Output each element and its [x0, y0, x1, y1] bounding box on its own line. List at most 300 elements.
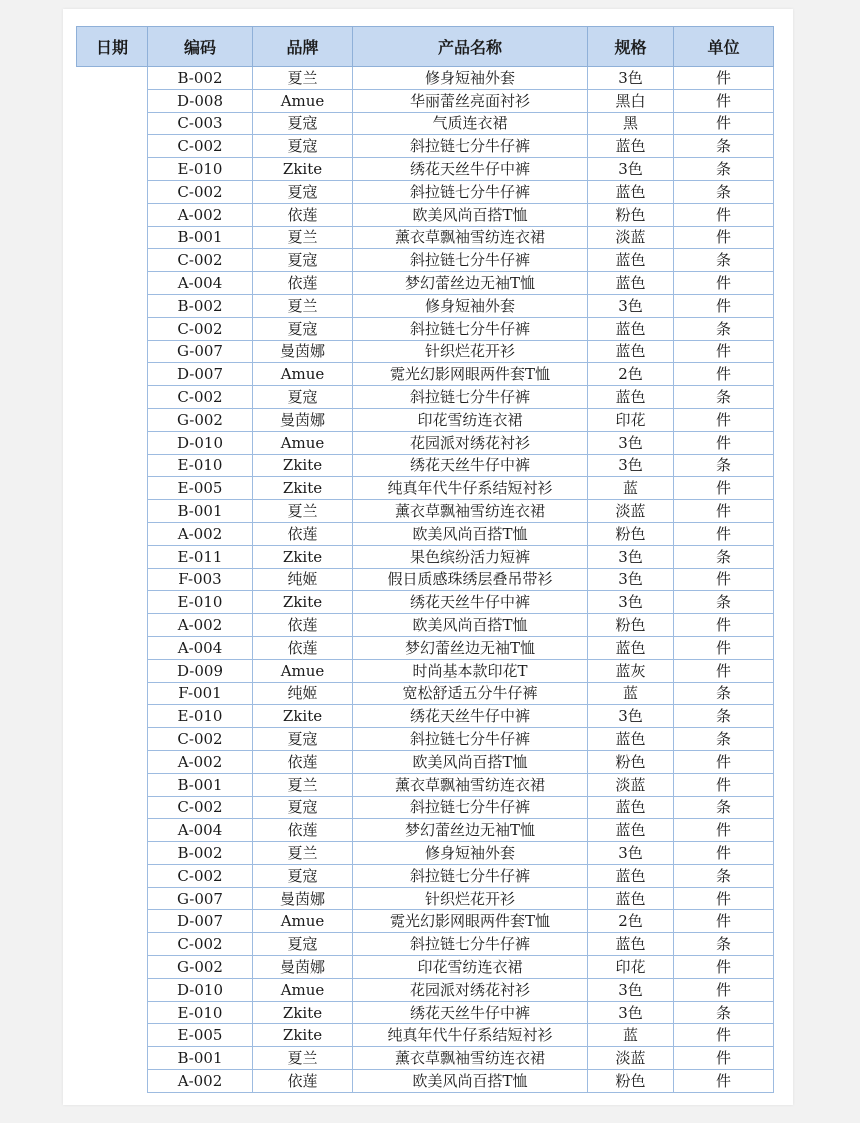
table-row	[77, 568, 774, 591]
cell-brand: Zkite	[253, 705, 353, 728]
table-row	[77, 1001, 774, 1024]
cell-product-name: 斜拉链七分牛仔裤	[353, 135, 588, 158]
cell-spec: 蓝色	[588, 249, 674, 272]
cell-brand: Amue	[253, 910, 353, 933]
cell-brand: 纯姬	[253, 568, 353, 591]
cell-spec: 印花	[588, 408, 674, 431]
cell-brand: 夏寇	[253, 933, 353, 956]
cell-brand: 夏兰	[253, 842, 353, 865]
table-row	[77, 500, 774, 523]
cell-spec: 蓝色	[588, 386, 674, 409]
cell-code: E-005	[148, 1024, 253, 1047]
cell-code: A-002	[148, 1070, 253, 1093]
cell-date	[77, 386, 148, 409]
cell-product-name: 印花雪纺连衣裙	[353, 408, 588, 431]
cell-spec: 蓝	[588, 682, 674, 705]
cell-product-name: 针织烂花开衫	[353, 340, 588, 363]
cell-code: B-001	[148, 1047, 253, 1070]
cell-unit: 条	[674, 135, 774, 158]
cell-unit: 件	[674, 819, 774, 842]
table-row	[77, 522, 774, 545]
cell-brand: Zkite	[253, 1024, 353, 1047]
cell-product-name: 斜拉链七分牛仔裤	[353, 317, 588, 340]
cell-spec: 3色	[588, 67, 674, 90]
cell-date	[77, 773, 148, 796]
table-row	[77, 705, 774, 728]
cell-date	[77, 682, 148, 705]
table-row	[77, 180, 774, 203]
cell-spec: 淡蓝	[588, 500, 674, 523]
cell-code: C-002	[148, 249, 253, 272]
cell-unit: 件	[674, 750, 774, 773]
cell-unit: 件	[674, 89, 774, 112]
cell-date	[77, 522, 148, 545]
cell-product-name: 斜拉链七分牛仔裤	[353, 796, 588, 819]
cell-date	[77, 1024, 148, 1047]
table-row	[77, 340, 774, 363]
table-row	[77, 386, 774, 409]
cell-unit: 件	[674, 773, 774, 796]
cell-brand: 夏寇	[253, 796, 353, 819]
cell-brand: Amue	[253, 978, 353, 1001]
cell-unit: 件	[674, 568, 774, 591]
cell-brand: Zkite	[253, 1001, 353, 1024]
cell-date	[77, 272, 148, 295]
cell-unit: 件	[674, 67, 774, 90]
table-row	[77, 67, 774, 90]
cell-brand: Zkite	[253, 454, 353, 477]
cell-code: E-010	[148, 1001, 253, 1024]
cell-code: B-001	[148, 773, 253, 796]
cell-unit: 条	[674, 386, 774, 409]
cell-unit: 条	[674, 158, 774, 181]
cell-spec: 淡蓝	[588, 226, 674, 249]
cell-product-name: 假日质感珠绣层叠吊带衫	[353, 568, 588, 591]
cell-product-name: 修身短袖外套	[353, 67, 588, 90]
cell-brand: Amue	[253, 363, 353, 386]
cell-date	[77, 431, 148, 454]
cell-spec: 淡蓝	[588, 773, 674, 796]
cell-product-name: 绣花天丝牛仔中裤	[353, 158, 588, 181]
table-row	[77, 158, 774, 181]
cell-code: C-002	[148, 933, 253, 956]
cell-code: C-002	[148, 864, 253, 887]
cell-unit: 条	[674, 1001, 774, 1024]
cell-brand: 夏兰	[253, 294, 353, 317]
table-row	[77, 135, 774, 158]
cell-product-name: 欧美风尚百搭T恤	[353, 1070, 588, 1093]
cell-code: B-002	[148, 67, 253, 90]
cell-date	[77, 340, 148, 363]
cell-code: C-002	[148, 386, 253, 409]
cell-spec: 黑	[588, 112, 674, 135]
cell-product-name: 修身短袖外套	[353, 842, 588, 865]
cell-date	[77, 1070, 148, 1093]
cell-unit: 条	[674, 249, 774, 272]
cell-date	[77, 933, 148, 956]
table-row	[77, 819, 774, 842]
cell-code: C-002	[148, 180, 253, 203]
cell-brand: 曼茵娜	[253, 340, 353, 363]
cell-date	[77, 454, 148, 477]
cell-unit: 件	[674, 203, 774, 226]
cell-brand: Zkite	[253, 477, 353, 500]
cell-spec: 3色	[588, 454, 674, 477]
cell-brand: Amue	[253, 431, 353, 454]
table-row	[77, 272, 774, 295]
cell-spec: 蓝色	[588, 636, 674, 659]
cell-spec: 蓝色	[588, 340, 674, 363]
cell-date	[77, 636, 148, 659]
cell-code: C-002	[148, 796, 253, 819]
cell-product-name: 气质连衣裙	[353, 112, 588, 135]
cell-brand: 曼茵娜	[253, 408, 353, 431]
cell-unit: 件	[674, 522, 774, 545]
cell-date	[77, 545, 148, 568]
cell-unit: 件	[674, 1047, 774, 1070]
cell-unit: 件	[674, 887, 774, 910]
cell-spec: 蓝色	[588, 796, 674, 819]
cell-code: D-009	[148, 659, 253, 682]
cell-code: A-002	[148, 614, 253, 637]
cell-unit: 条	[674, 728, 774, 751]
table-row	[77, 1070, 774, 1093]
cell-unit: 条	[674, 591, 774, 614]
cell-code: B-002	[148, 294, 253, 317]
cell-code: F-001	[148, 682, 253, 705]
table-body	[77, 67, 774, 1093]
cell-code: A-004	[148, 636, 253, 659]
cell-brand: 夏兰	[253, 1047, 353, 1070]
table-row	[77, 112, 774, 135]
cell-unit: 件	[674, 978, 774, 1001]
cell-unit: 件	[674, 1024, 774, 1047]
table-row	[77, 636, 774, 659]
cell-code: E-010	[148, 158, 253, 181]
cell-code: A-002	[148, 750, 253, 773]
cell-brand: 依莲	[253, 614, 353, 637]
cell-product-name: 斜拉链七分牛仔裤	[353, 249, 588, 272]
cell-product-name: 梦幻蕾丝边无袖T恤	[353, 272, 588, 295]
cell-spec: 3色	[588, 978, 674, 1001]
table-row	[77, 864, 774, 887]
cell-product-name: 绣花天丝牛仔中裤	[353, 591, 588, 614]
cell-brand: 夏寇	[253, 112, 353, 135]
cell-product-name: 斜拉链七分牛仔裤	[353, 728, 588, 751]
cell-date	[77, 180, 148, 203]
cell-brand: 夏兰	[253, 773, 353, 796]
cell-date	[77, 294, 148, 317]
cell-date	[77, 158, 148, 181]
cell-code: E-010	[148, 454, 253, 477]
cell-brand: Zkite	[253, 545, 353, 568]
cell-brand: 夏兰	[253, 500, 353, 523]
table-row	[77, 226, 774, 249]
header-date: 日期	[77, 27, 148, 67]
cell-brand: 依莲	[253, 203, 353, 226]
cell-date	[77, 112, 148, 135]
cell-code: F-003	[148, 568, 253, 591]
cell-code: E-010	[148, 705, 253, 728]
table-row	[77, 614, 774, 637]
document-page	[63, 9, 793, 1105]
cell-code: A-004	[148, 819, 253, 842]
cell-product-name: 绣花天丝牛仔中裤	[353, 1001, 588, 1024]
cell-spec: 粉色	[588, 1070, 674, 1093]
cell-spec: 3色	[588, 1001, 674, 1024]
cell-date	[77, 659, 148, 682]
cell-brand: 曼茵娜	[253, 956, 353, 979]
cell-spec: 蓝色	[588, 864, 674, 887]
header-unit: 单位	[674, 27, 774, 67]
cell-product-name: 欧美风尚百搭T恤	[353, 522, 588, 545]
cell-product-name: 纯真年代牛仔系结短衬衫	[353, 477, 588, 500]
cell-spec: 蓝色	[588, 272, 674, 295]
table-header-row	[77, 27, 774, 67]
cell-date	[77, 363, 148, 386]
cell-date	[77, 500, 148, 523]
cell-date	[77, 1001, 148, 1024]
cell-spec: 粉色	[588, 522, 674, 545]
cell-date	[77, 477, 148, 500]
cell-code: A-002	[148, 203, 253, 226]
cell-date	[77, 842, 148, 865]
cell-product-name: 修身短袖外套	[353, 294, 588, 317]
cell-unit: 件	[674, 294, 774, 317]
cell-product-name: 绣花天丝牛仔中裤	[353, 705, 588, 728]
cell-code: G-002	[148, 956, 253, 979]
cell-unit: 件	[674, 272, 774, 295]
cell-spec: 蓝色	[588, 135, 674, 158]
cell-spec: 黑白	[588, 89, 674, 112]
cell-spec: 3色	[588, 294, 674, 317]
cell-unit: 件	[674, 431, 774, 454]
cell-product-name: 薰衣草飘袖雪纺连衣裙	[353, 773, 588, 796]
table-row	[77, 773, 774, 796]
cell-date	[77, 1047, 148, 1070]
table-row	[77, 956, 774, 979]
cell-code: G-002	[148, 408, 253, 431]
cell-unit: 条	[674, 933, 774, 956]
cell-spec: 印花	[588, 956, 674, 979]
cell-brand: 夏寇	[253, 864, 353, 887]
cell-brand: 夏兰	[253, 226, 353, 249]
cell-brand: 曼茵娜	[253, 887, 353, 910]
cell-date	[77, 67, 148, 90]
cell-brand: Amue	[253, 89, 353, 112]
cell-unit: 件	[674, 477, 774, 500]
cell-date	[77, 226, 148, 249]
cell-brand: 夏寇	[253, 135, 353, 158]
cell-brand: 夏寇	[253, 728, 353, 751]
cell-brand: Zkite	[253, 158, 353, 181]
table-row	[77, 750, 774, 773]
cell-unit: 件	[674, 1070, 774, 1093]
table-row	[77, 294, 774, 317]
table-row	[77, 1024, 774, 1047]
cell-spec: 蓝	[588, 477, 674, 500]
cell-brand: Amue	[253, 659, 353, 682]
cell-unit: 件	[674, 500, 774, 523]
cell-date	[77, 750, 148, 773]
cell-date	[77, 317, 148, 340]
header-product-name: 产品名称	[353, 27, 588, 67]
cell-code: B-001	[148, 226, 253, 249]
cell-code: A-004	[148, 272, 253, 295]
cell-code: E-011	[148, 545, 253, 568]
cell-code: C-002	[148, 135, 253, 158]
table-row	[77, 431, 774, 454]
table-row	[77, 317, 774, 340]
cell-date	[77, 203, 148, 226]
table-row	[77, 477, 774, 500]
cell-unit: 件	[674, 112, 774, 135]
cell-unit: 件	[674, 340, 774, 363]
cell-product-name: 斜拉链七分牛仔裤	[353, 180, 588, 203]
cell-product-name: 时尚基本款印花T	[353, 659, 588, 682]
cell-date	[77, 728, 148, 751]
cell-unit: 件	[674, 910, 774, 933]
cell-product-name: 薰衣草飘袖雪纺连衣裙	[353, 1047, 588, 1070]
cell-date	[77, 408, 148, 431]
table-row	[77, 454, 774, 477]
cell-code: D-007	[148, 910, 253, 933]
cell-product-name: 绣花天丝牛仔中裤	[353, 454, 588, 477]
cell-date	[77, 796, 148, 819]
table-row	[77, 933, 774, 956]
table-row	[77, 978, 774, 1001]
cell-brand: 依莲	[253, 522, 353, 545]
cell-unit: 条	[674, 454, 774, 477]
cell-code: D-010	[148, 431, 253, 454]
cell-spec: 蓝色	[588, 819, 674, 842]
cell-unit: 件	[674, 636, 774, 659]
cell-spec: 2色	[588, 910, 674, 933]
cell-spec: 3色	[588, 431, 674, 454]
cell-code: E-005	[148, 477, 253, 500]
cell-spec: 3色	[588, 591, 674, 614]
cell-brand: 依莲	[253, 819, 353, 842]
cell-product-name: 霓光幻影网眼两件套T恤	[353, 363, 588, 386]
cell-unit: 件	[674, 956, 774, 979]
table-row	[77, 659, 774, 682]
cell-spec: 粉色	[588, 203, 674, 226]
cell-spec: 3色	[588, 545, 674, 568]
cell-unit: 件	[674, 614, 774, 637]
cell-spec: 蓝色	[588, 180, 674, 203]
cell-date	[77, 591, 148, 614]
cell-unit: 件	[674, 408, 774, 431]
cell-product-name: 欧美风尚百搭T恤	[353, 750, 588, 773]
cell-spec: 蓝色	[588, 728, 674, 751]
cell-code: D-010	[148, 978, 253, 1001]
cell-spec: 蓝	[588, 1024, 674, 1047]
cell-date	[77, 614, 148, 637]
cell-product-name: 花园派对绣花衬衫	[353, 978, 588, 1001]
header-code: 编码	[148, 27, 253, 67]
cell-spec: 2色	[588, 363, 674, 386]
cell-code: D-008	[148, 89, 253, 112]
table-row	[77, 1047, 774, 1070]
cell-unit: 条	[674, 705, 774, 728]
cell-unit: 件	[674, 363, 774, 386]
cell-unit: 条	[674, 317, 774, 340]
cell-unit: 条	[674, 682, 774, 705]
cell-date	[77, 978, 148, 1001]
cell-spec: 粉色	[588, 750, 674, 773]
cell-brand: 依莲	[253, 1070, 353, 1093]
cell-brand: Zkite	[253, 591, 353, 614]
cell-date	[77, 910, 148, 933]
cell-product-name: 宽松舒适五分牛仔裤	[353, 682, 588, 705]
cell-unit: 条	[674, 796, 774, 819]
cell-date	[77, 864, 148, 887]
cell-spec: 3色	[588, 158, 674, 181]
cell-date	[77, 89, 148, 112]
cell-spec: 3色	[588, 568, 674, 591]
table-row	[77, 910, 774, 933]
cell-product-name: 华丽蕾丝亮面衬衫	[353, 89, 588, 112]
cell-date	[77, 887, 148, 910]
cell-spec: 蓝色	[588, 887, 674, 910]
cell-spec: 蓝灰	[588, 659, 674, 682]
cell-brand: 夏寇	[253, 249, 353, 272]
cell-product-name: 斜拉链七分牛仔裤	[353, 933, 588, 956]
cell-spec: 蓝色	[588, 933, 674, 956]
cell-code: D-007	[148, 363, 253, 386]
table-row	[77, 89, 774, 112]
table-row	[77, 545, 774, 568]
cell-product-name: 霓光幻影网眼两件套T恤	[353, 910, 588, 933]
cell-date	[77, 568, 148, 591]
cell-code: C-002	[148, 728, 253, 751]
cell-product-name: 纯真年代牛仔系结短衬衫	[353, 1024, 588, 1047]
cell-product-name: 薰衣草飘袖雪纺连衣裙	[353, 500, 588, 523]
cell-code: G-007	[148, 887, 253, 910]
cell-date	[77, 135, 148, 158]
cell-code: E-010	[148, 591, 253, 614]
cell-code: A-002	[148, 522, 253, 545]
cell-spec: 3色	[588, 705, 674, 728]
cell-brand: 夏寇	[253, 317, 353, 340]
table-row	[77, 842, 774, 865]
table-row	[77, 203, 774, 226]
cell-product-name: 针织烂花开衫	[353, 887, 588, 910]
cell-date	[77, 956, 148, 979]
table-row	[77, 796, 774, 819]
cell-date	[77, 705, 148, 728]
cell-code: G-007	[148, 340, 253, 363]
cell-product-name: 梦幻蕾丝边无袖T恤	[353, 819, 588, 842]
cell-product-name: 欧美风尚百搭T恤	[353, 614, 588, 637]
table-row	[77, 249, 774, 272]
cell-product-name: 印花雪纺连衣裙	[353, 956, 588, 979]
cell-spec: 3色	[588, 842, 674, 865]
cell-brand: 依莲	[253, 750, 353, 773]
cell-product-name: 花园派对绣花衬衫	[353, 431, 588, 454]
cell-spec: 淡蓝	[588, 1047, 674, 1070]
cell-brand: 夏兰	[253, 67, 353, 90]
table-row	[77, 591, 774, 614]
cell-brand: 纯姬	[253, 682, 353, 705]
cell-unit: 条	[674, 545, 774, 568]
cell-product-name: 斜拉链七分牛仔裤	[353, 386, 588, 409]
cell-brand: 依莲	[253, 636, 353, 659]
cell-brand: 夏寇	[253, 386, 353, 409]
cell-unit: 件	[674, 842, 774, 865]
cell-brand: 依莲	[253, 272, 353, 295]
cell-unit: 件	[674, 659, 774, 682]
